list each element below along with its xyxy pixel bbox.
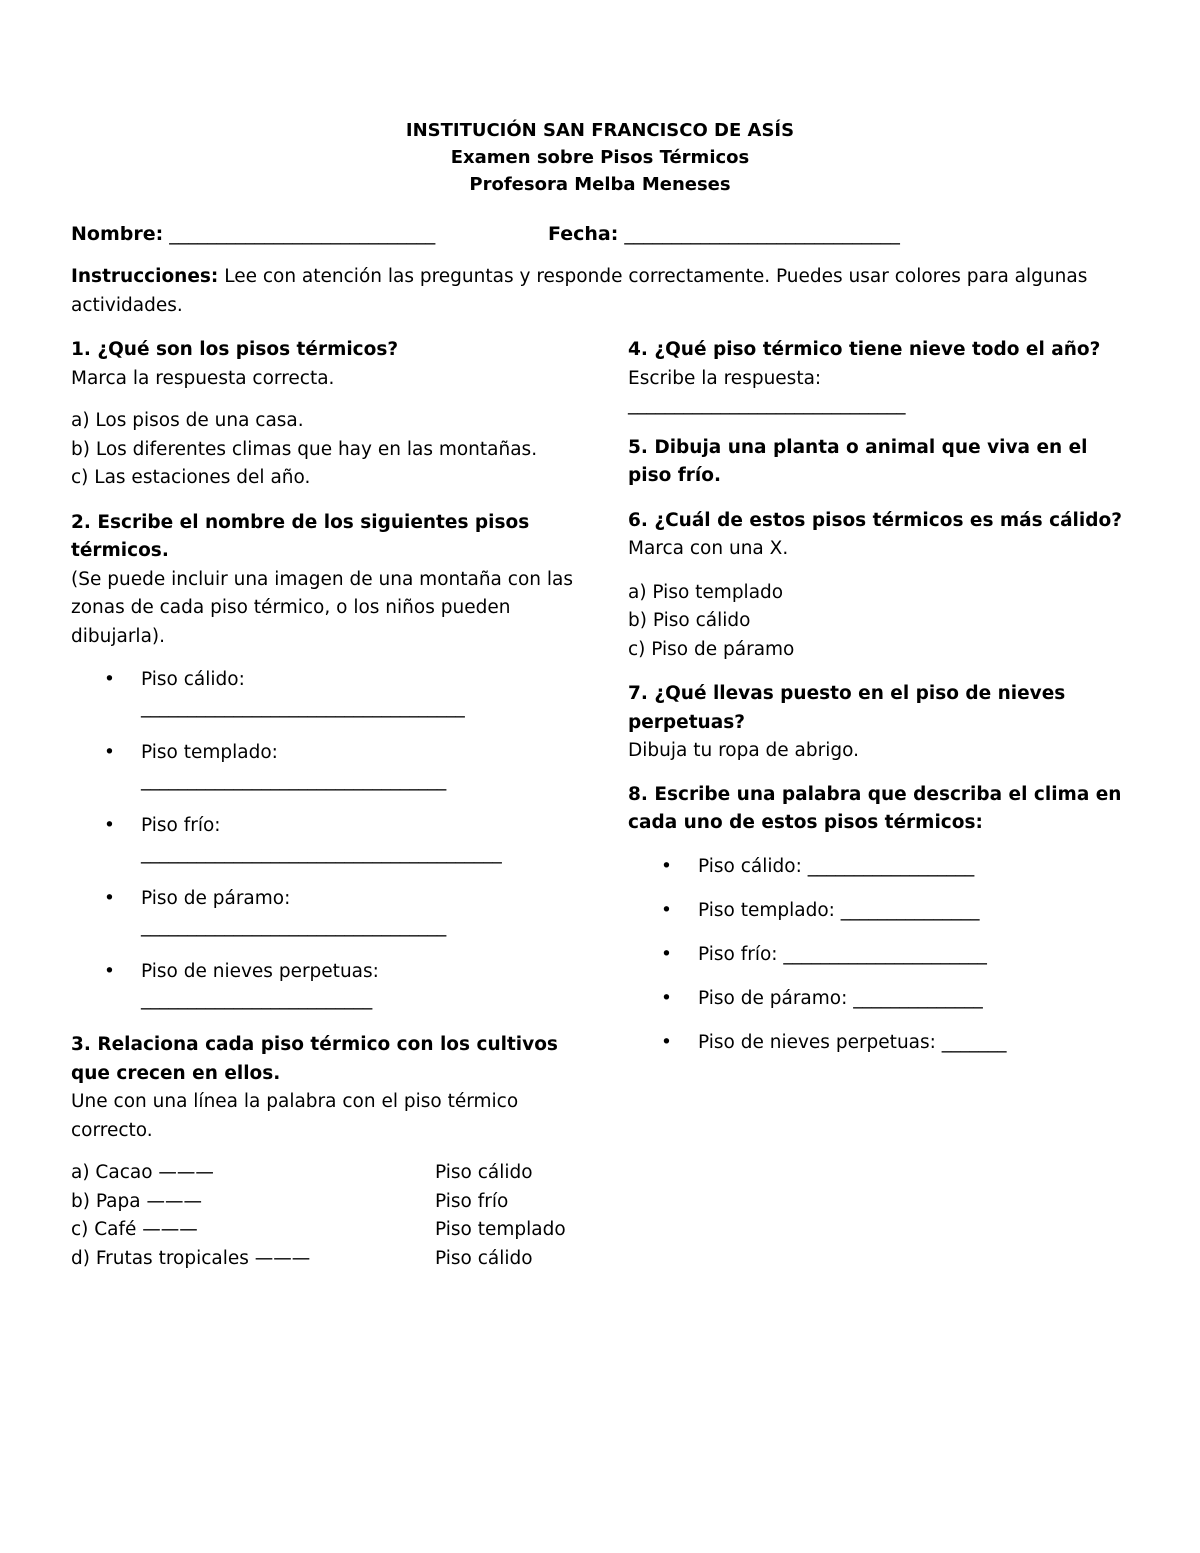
question-1-option-b[interactable]: b) Los diferentes climas que hay en las montañas.	[71, 438, 538, 460]
crop-label[interactable]: a) Cacao ———	[71, 1162, 214, 1183]
question-1-option-a[interactable]: a) Los pisos de una casa.	[71, 410, 304, 431]
question-3	[71, 1031, 591, 1273]
list-item[interactable]	[628, 1029, 1128, 1058]
student-fields	[71, 220, 1131, 248]
right-column	[628, 336, 1128, 1073]
crop-label[interactable]: b) Papa ———	[71, 1190, 202, 1212]
item-text: Piso frío: ______________________	[698, 943, 987, 965]
question-2	[71, 509, 591, 1015]
bullet-icon: •	[104, 888, 115, 909]
bullet-icon: •	[661, 943, 672, 965]
question-8	[628, 781, 1128, 1058]
teacher-name: Profesora Melba Meneses	[469, 174, 731, 195]
list-item	[71, 812, 591, 868]
answer-line[interactable]: _________________________________	[141, 916, 447, 937]
question-6-prompt: Marca con una X.	[628, 538, 789, 559]
answer-line[interactable]: ___________________________________	[141, 697, 465, 718]
name-label: Nombre:	[71, 223, 164, 245]
list-item	[71, 958, 591, 1014]
exam-subtitle: Examen sobre Pisos Térmicos	[450, 147, 750, 168]
question-3-prompt: Une con una línea la palabra con el piso térmico correcto.	[71, 1091, 519, 1141]
date-line: _____________________________	[624, 223, 900, 245]
list-item	[71, 885, 591, 941]
question-4	[628, 336, 1128, 420]
question-1-title: 1. ¿Qué son los pisos térmicos?	[71, 339, 399, 360]
question-2-prompt: (Se puede incluir una imagen de una montaña con las zonas de cada piso térmico, o los niños pueden dibujarla).	[71, 568, 573, 647]
instructions-label: Instrucciones:	[71, 266, 219, 287]
answer-line[interactable]: _________________________	[141, 989, 373, 1010]
question-6-title: 6. ¿Cuál de estos pisos térmicos es más cálido?	[628, 509, 1122, 531]
question-7	[628, 680, 1128, 766]
question-6	[628, 507, 1128, 665]
question-1-prompt: Marca la respuesta correcta.	[71, 367, 335, 389]
item-label: Piso de nieves perpetuas:	[141, 961, 379, 982]
bullet-icon: •	[104, 961, 115, 982]
floor-label[interactable]: Piso frío	[435, 1190, 509, 1212]
question-5	[628, 434, 1128, 491]
question-4-prompt: Escribe la respuesta:	[628, 367, 822, 389]
bullet-icon: •	[104, 815, 115, 836]
date-field[interactable]	[548, 220, 900, 248]
question-6-option-c[interactable]: c) Piso de páramo	[628, 638, 795, 660]
question-5-title: 5. Dibuja una planta o animal que viva en el piso frío.	[628, 436, 1088, 486]
item-label: Piso cálido:	[141, 669, 245, 690]
list-item[interactable]	[628, 941, 1128, 970]
question-3-title: 3. Relaciona cada piso térmico con los cultivos que crecen en ellos.	[71, 1034, 558, 1084]
question-8-title: 8. Escribe una palabra que describa el clima en cada uno de estos pisos térmicos:	[628, 783, 1122, 833]
name-field[interactable]	[71, 223, 435, 245]
list-item[interactable]	[628, 985, 1128, 1014]
question-7-prompt: Dibuja tu ropa de abrigo.	[628, 740, 859, 761]
item-text: Piso de nieves perpetuas: _______	[698, 1031, 1007, 1053]
question-1-option-c[interactable]: c) Las estaciones del año.	[71, 467, 311, 488]
floor-label[interactable]: Piso cálido	[435, 1162, 533, 1183]
question-2-title: 2. Escribe el nombre de los siguientes pisos térmicos.	[71, 511, 530, 561]
match-row	[71, 1216, 591, 1245]
institution-name: INSTITUCIÓN SAN FRANCISCO DE ASÍS	[405, 120, 795, 141]
exam-header	[0, 117, 1200, 198]
question-7-title: 7. ¿Qué llevas puesto en el piso de nieves perpetuas?	[628, 683, 1066, 733]
crop-label[interactable]: c) Café ———	[71, 1219, 198, 1240]
item-label: Piso frío:	[141, 815, 221, 836]
name-line: ____________________________	[169, 223, 436, 245]
match-row	[71, 1159, 591, 1188]
item-text: Piso cálido: __________________	[698, 855, 975, 877]
question-4-title: 4. ¿Qué piso térmico tiene nieve todo el año?	[628, 339, 1101, 360]
bullet-icon: •	[661, 1031, 672, 1053]
question-8-list	[628, 853, 1128, 1058]
bullet-icon: •	[104, 669, 115, 690]
list-item[interactable]	[628, 897, 1128, 926]
question-1	[71, 336, 591, 493]
list-item[interactable]	[628, 853, 1128, 882]
item-text: Piso templado: _______________	[698, 899, 980, 921]
bullet-icon: •	[661, 987, 672, 1009]
answer-line[interactable]: _______________________________________	[141, 843, 502, 864]
instructions	[71, 262, 1131, 320]
bullet-icon: •	[661, 855, 672, 877]
item-text: Piso de páramo: ______________	[698, 987, 983, 1009]
question-6-option-b[interactable]: b) Piso cálido	[628, 610, 751, 631]
item-label: Piso de páramo:	[141, 888, 291, 909]
match-row	[71, 1245, 591, 1274]
question-2-list	[71, 666, 591, 1014]
crop-label[interactable]: d) Frutas tropicales ———	[71, 1247, 311, 1269]
instructions-text: Lee con atención las preguntas y responde correctamente. Puedes usar colores para algunas actividades.	[71, 266, 1088, 316]
floor-label[interactable]: Piso cálido	[435, 1247, 533, 1269]
date-label: Fecha:	[548, 223, 619, 245]
question-4-answer-line[interactable]: ______________________________	[628, 394, 906, 415]
left-column	[71, 336, 591, 1273]
floor-label[interactable]: Piso templado	[435, 1219, 566, 1240]
list-item	[71, 666, 591, 722]
list-item	[71, 739, 591, 795]
answer-line[interactable]: _________________________________	[141, 770, 447, 791]
bullet-icon: •	[661, 899, 672, 921]
bullet-icon: •	[104, 742, 115, 763]
item-label: Piso templado:	[141, 742, 278, 763]
match-row	[71, 1188, 591, 1217]
question-6-option-a[interactable]: a) Piso templado	[628, 581, 784, 603]
